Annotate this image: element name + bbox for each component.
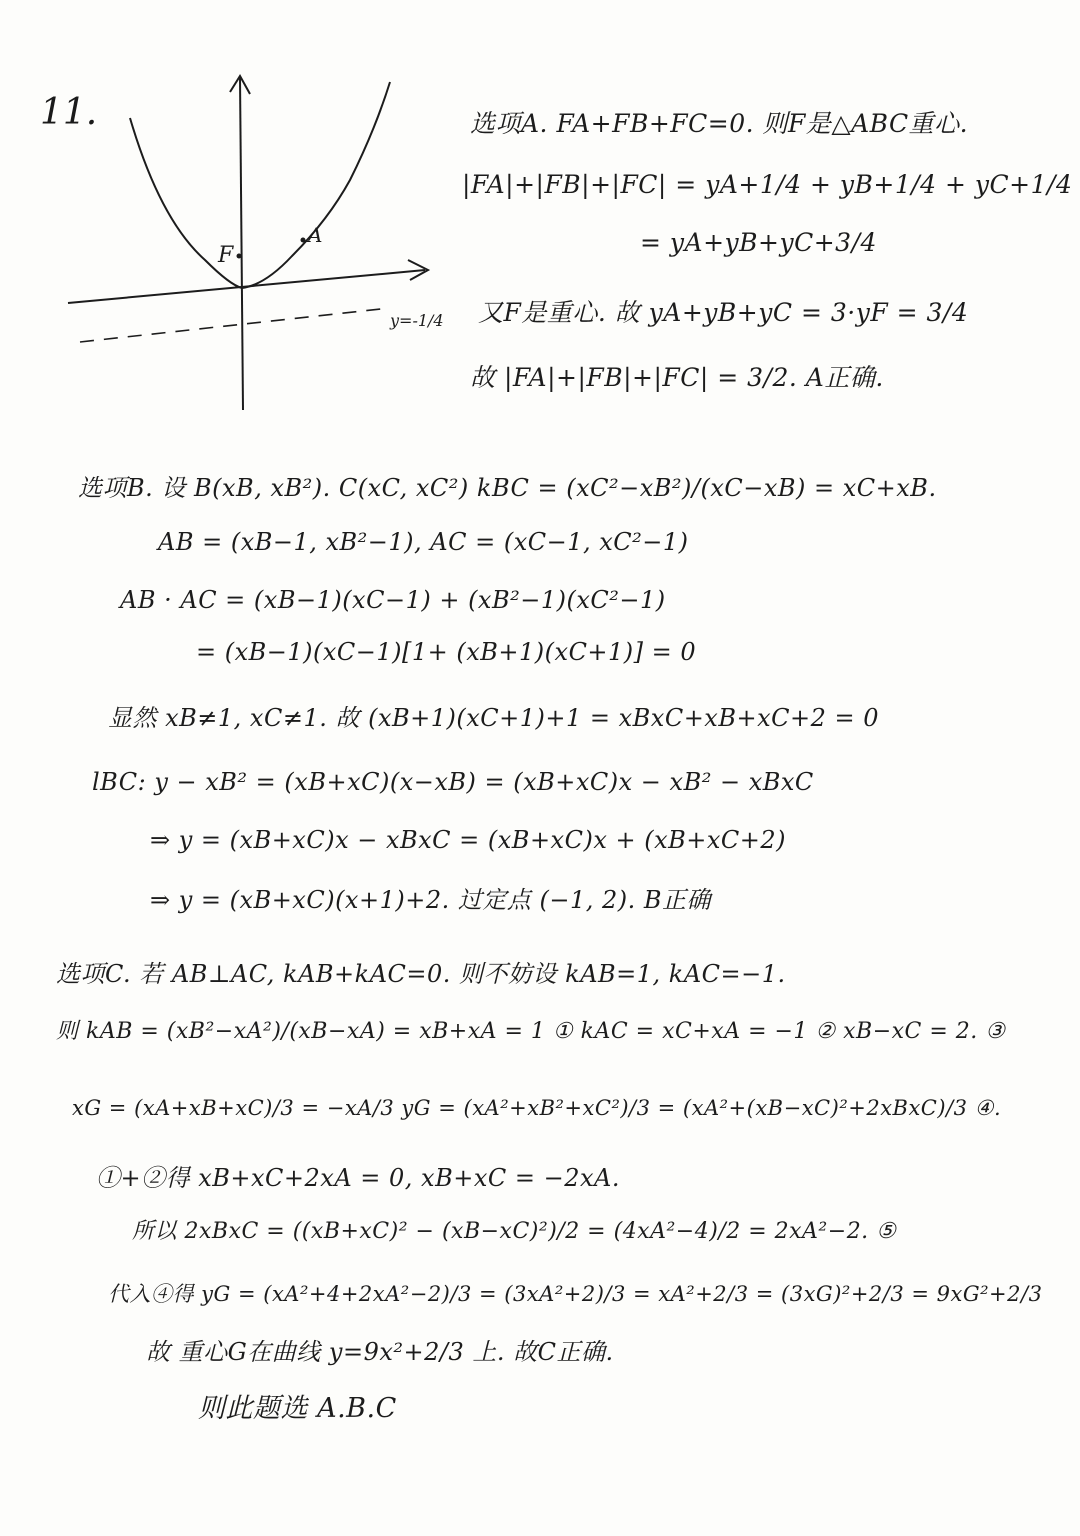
option-c-line-4: ①+②得 xB+xC+2xA = 0, xB+xC = −2xA. <box>96 1164 620 1192</box>
option-c-line-2: 则 kAB = (xB²−xA²)/(xB−xA) = xB+xA = 1 ① kAC = xC+xA = −1 ② xB−xC = 2. ③ <box>56 1019 1006 1044</box>
option-a-line-4: 又F是重心. 故 yA+yB+yC = 3·yF = 3/4 <box>478 298 969 327</box>
option-b-line-8: ⇒ y = (xB+xC)(x+1)+2. 过定点 (−1, 2). B正确 <box>150 886 712 914</box>
option-a-line-2: |FA|+|FB|+|FC| = yA+1/4 + yB+1/4 + yC+1/4 <box>462 170 1073 199</box>
directrix-label: y=-1/4 <box>390 311 444 330</box>
option-b-line-7: ⇒ y = (xB+xC)x − xBxC = (xB+xC)x + (xB+xC+2) <box>150 826 787 854</box>
parabola-graph <box>60 70 450 420</box>
focus-point <box>237 254 242 259</box>
point-a-label: A <box>308 223 323 247</box>
option-c-line-5: 所以 2xBxC = ((xB+xC)² − (xB−xC)²)/2 = (4xA²−4)/2 = 2xA²−2. ⑤ <box>132 1219 897 1244</box>
option-a-line-3: = yA+yB+yC+3/4 <box>640 228 877 257</box>
point-a <box>301 238 306 243</box>
option-c-line-7: 故 重心G在曲线 y=9x²+2/3 上. 故C正确. <box>146 1338 614 1366</box>
option-b-line-2: AB = (xB−1, xB²−1), AC = (xC−1, xC²−1) <box>158 528 689 556</box>
option-c-line-6: 代入④得 yG = (xA²+4+2xA²−2)/3 = (3xA²+2)/3 = xA²+2/3 = (3xG)²+2/3 = 9xG²+2/3 <box>108 1282 1043 1306</box>
conclusion: 则此题选 A.B.C <box>198 1393 397 1424</box>
parabola-curve <box>130 82 390 288</box>
y-axis <box>240 78 243 410</box>
focus-label: F <box>218 243 234 268</box>
option-b-line-6: lBC: y − xB² = (xB+xC)(x−xB) = (xB+xC)x − xB² − xBxC <box>92 768 814 796</box>
option-c-line-3: xG = (xA+xB+xC)/3 = −xA/3 yG = (xA²+xB²+xC²)/3 = (xA²+(xB−xC)²+2xBxC)/3 ④. <box>72 1096 1002 1120</box>
option-b-line-5: 显然 xB≠1, xC≠1. 故 (xB+1)(xC+1)+1 = xBxC+xB+xC+2 = 0 <box>108 704 880 732</box>
directrix <box>80 308 390 342</box>
option-a-line-1: 选项A. FA+FB+FC=0. 则F是△ABC重心. <box>470 109 969 138</box>
problem-number: 11. <box>40 92 98 133</box>
option-b-line-4: = (xB−1)(xC−1)[1+ (xB+1)(xC+1)] = 0 <box>196 638 697 666</box>
option-a-line-5: 故 |FA|+|FB|+|FC| = 3/2. A正确. <box>470 363 884 392</box>
option-b-line-3: AB · AC = (xB−1)(xC−1) + (xB²−1)(xC²−1) <box>120 586 666 614</box>
option-b-line-1: 选项B. 设 B(xB, xB²). C(xC, xC²) kBC = (xC²−xB²)/(xC−xB) = xC+xB. <box>78 474 937 502</box>
option-c-line-1: 选项C. 若 AB⊥AC, kAB+kAC=0. 则不妨设 kAB=1, kAC=−1. <box>56 960 786 988</box>
